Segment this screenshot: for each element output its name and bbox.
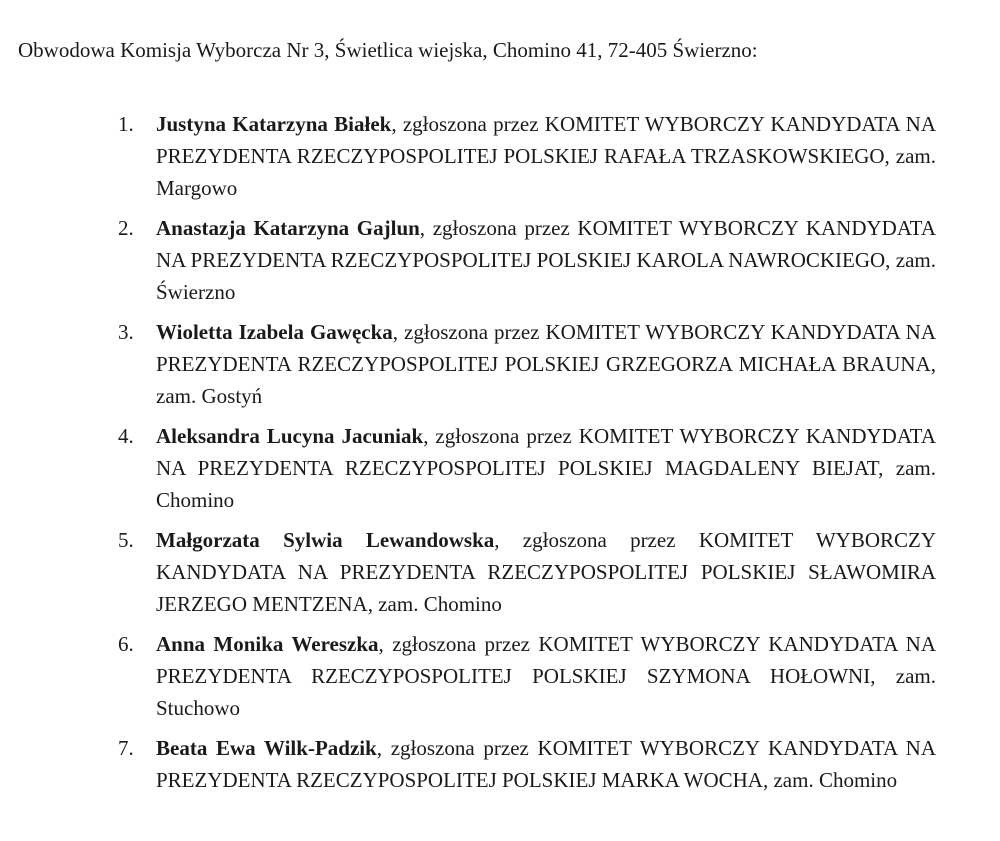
item-text (156, 732, 936, 796)
list-item (112, 316, 936, 412)
item-number: 5. (118, 528, 134, 552)
list-item (112, 212, 936, 308)
member-details: , zgłoszona przez KOMITET WYBORCZY KANDYDATA NA PREZYDENTA RZECZYPOSPOLITEJ POLSKIEJ SZYMONA HOŁOWNI, zam. Stuchowo (156, 632, 936, 720)
item-text (156, 212, 936, 308)
item-text (156, 524, 936, 620)
member-details: , zgłoszona przez KOMITET WYBORCZY KANDYDATA NA PREZYDENTA RZECZYPOSPOLITEJ POLSKIEJ KAROLA NAWROCKIEGO, zam. Świerzno (156, 216, 936, 304)
item-number: 2. (118, 216, 134, 240)
member-details: , zgłoszona przez KOMITET WYBORCZY KANDYDATA NA PREZYDENTA RZECZYPOSPOLITEJ POLSKIEJ MAGDALENY BIEJAT, zam. Chomino (156, 424, 936, 512)
item-text (156, 108, 936, 204)
item-number: 6. (118, 632, 134, 656)
member-name: Aleksandra Lucyna Jacuniak (156, 424, 424, 448)
member-name: Wioletta Izabela Gawęcka (156, 320, 393, 344)
list-item (112, 732, 936, 796)
member-name: Beata Ewa Wilk-Padzik (156, 736, 377, 760)
member-name: Małgorzata Sylwia Lewandowska (156, 528, 495, 552)
member-details: , zgłoszona przez KOMITET WYBORCZY KANDYDATA NA PREZYDENTA RZECZYPOSPOLITEJ POLSKIEJ GRZEGORZA MICHAŁA BRAUNA, zam. Gostyń (156, 320, 936, 408)
item-text (156, 316, 936, 412)
member-name: Anastazja Katarzyna Gajlun (156, 216, 420, 240)
list-item (112, 108, 936, 204)
member-details: , zgłoszona przez KOMITET WYBORCZY KANDYDATA NA PREZYDENTA RZECZYPOSPOLITEJ POLSKIEJ RAFAŁA TRZASKOWSKIEGO, zam. Margowo (156, 112, 936, 200)
item-number: 3. (118, 320, 134, 344)
commission-heading: Obwodowa Komisja Wyborcza Nr 3, Świetlica wiejska, Chomino 41, 72-405 Świerzno: (18, 38, 758, 62)
item-text (156, 420, 936, 516)
item-text (156, 628, 936, 724)
item-number: 4. (118, 424, 134, 448)
member-name: Anna Monika Wereszka (156, 632, 379, 656)
list-item (112, 524, 936, 620)
item-number: 7. (118, 736, 134, 760)
item-number: 1. (118, 112, 134, 136)
member-details: , zgłoszona przez KOMITET WYBORCZY KANDYDATA NA PREZYDENTA RZECZYPOSPOLITEJ POLSKIEJ SŁAWOMIRA JERZEGO MENTZENA, zam. Chomino (156, 528, 936, 616)
list-item (112, 628, 936, 724)
member-list (112, 108, 936, 804)
list-item (112, 420, 936, 516)
member-name: Justyna Katarzyna Białek (156, 112, 392, 136)
member-details: , zgłoszona przez KOMITET WYBORCZY KANDYDATA NA PREZYDENTA RZECZYPOSPOLITEJ POLSKIEJ MARKA WOCHA, zam. Chomino (156, 736, 936, 792)
